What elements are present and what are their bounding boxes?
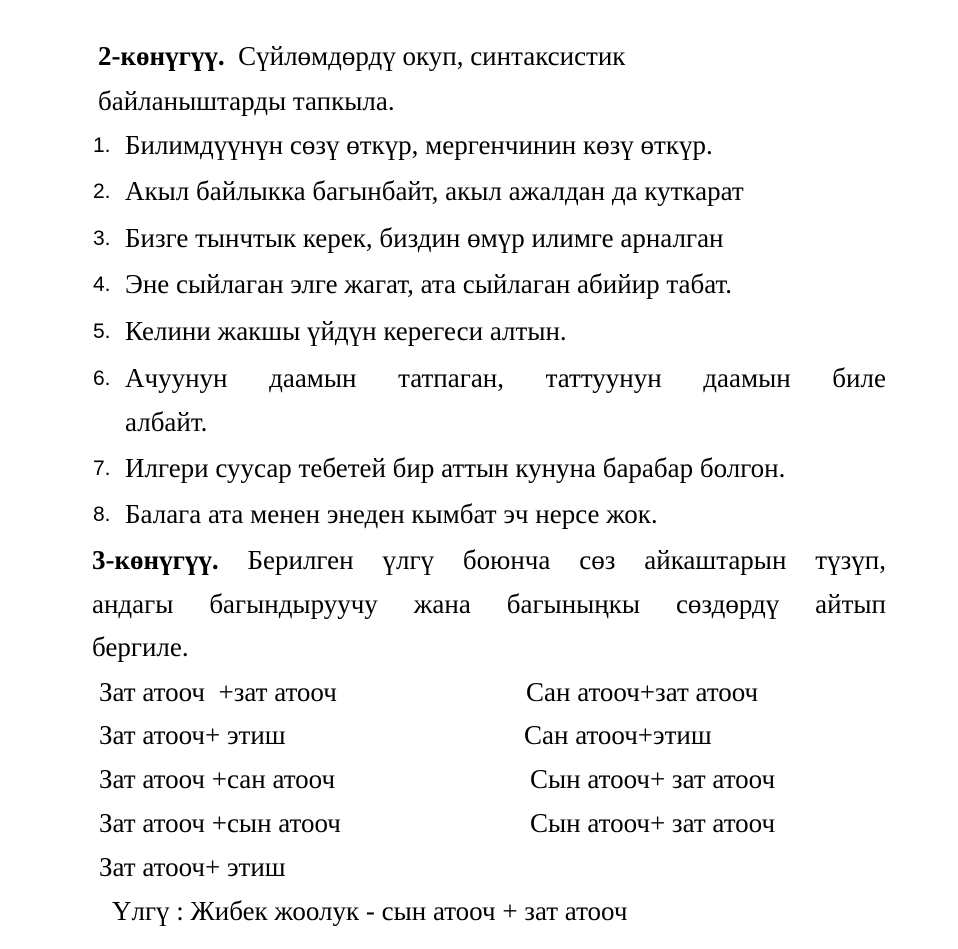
pair-left: Зат атооч+ этиш: [99, 720, 286, 750]
word: сөз: [579, 545, 616, 575]
list-item: Акыл байлыкка багынбайт, акыл ажалдан да куткарат: [125, 176, 744, 206]
word: түзүп,: [815, 545, 886, 575]
word: Ачуунун: [125, 363, 228, 393]
list-item: Бизге тынчтык керек, биздин өмүр илимге арналган: [125, 223, 724, 253]
word: айтып: [815, 589, 886, 619]
item-number: 8.: [93, 503, 111, 526]
exercise-3-line-1: [92, 544, 886, 576]
example-line: Үлгү : Жибек жоолук - сын атооч + зат атооч: [112, 896, 628, 926]
exercise-2-label: 2-көнүгүү.: [98, 41, 225, 71]
exercise-2-instruction-1: Сүйлөмдөрдү окуп, синтаксистик: [238, 41, 626, 71]
exercise-2-heading: [98, 40, 625, 72]
word: даамын: [703, 363, 791, 393]
list-item: Эне сыйлаган элге жагат, ата сыйлаган абийир табат.: [125, 269, 732, 299]
word: жана: [413, 589, 471, 619]
list-item-continuation: албайт.: [125, 407, 208, 437]
pair-left: Зат атооч +сан атооч: [99, 764, 336, 794]
exercise-2-instruction-2: байланыштарды тапкыла.: [98, 86, 395, 116]
pair-right: Сын атооч+ зат атооч: [530, 808, 776, 838]
item-number: 5.: [93, 320, 111, 343]
list-item: Келини жакшы үйдүн керегеси алтын.: [125, 316, 567, 346]
item-number: 3.: [93, 227, 111, 250]
item-number: 6.: [93, 367, 111, 390]
pair-right: Сын атооч+ зат атооч: [530, 764, 776, 794]
list-item: Илгери суусар тебетей бир аттын кунуна барабар болгон.: [125, 453, 786, 483]
word: багындыруучу: [209, 589, 378, 619]
pair-right: Сан атооч+зат атооч: [526, 677, 759, 707]
pair-right: Сан атооч+этиш: [524, 720, 712, 750]
word: Берилген: [247, 545, 354, 575]
pair-left: Зат атооч +зат атооч: [99, 677, 337, 707]
exercise-3-label: 3-көнүгүү.: [92, 545, 219, 575]
item-number: 4.: [93, 273, 111, 296]
exercise-3-line-2: [92, 588, 886, 620]
exercise-3-line-3: бергиле.: [92, 632, 189, 662]
list-item-justified-line: [125, 362, 886, 394]
word: биле: [832, 363, 886, 393]
item-number: 1.: [93, 134, 111, 157]
word: айкаштарын: [644, 545, 787, 575]
word: татпаган,: [398, 363, 504, 393]
word: сөздөрдү: [675, 589, 780, 619]
word: үлгү: [382, 545, 435, 575]
pair-left: Зат атооч+ этиш: [99, 852, 286, 882]
item-number: 2.: [93, 180, 111, 203]
word: андагы: [92, 589, 174, 619]
word: боюнча: [462, 545, 551, 575]
word: таттуунун: [545, 363, 662, 393]
pair-left: Зат атооч +сын атооч: [99, 808, 341, 838]
list-item: Билимдүүнүн сөзү өткүр, мергенчинин көзү өткүр.: [125, 130, 713, 160]
word: даамын: [269, 363, 357, 393]
item-number: 7.: [93, 457, 111, 480]
list-item: Балага ата менен энеден кымбат эч нерсе жок.: [125, 499, 658, 529]
word: багыныңкы: [506, 589, 640, 619]
